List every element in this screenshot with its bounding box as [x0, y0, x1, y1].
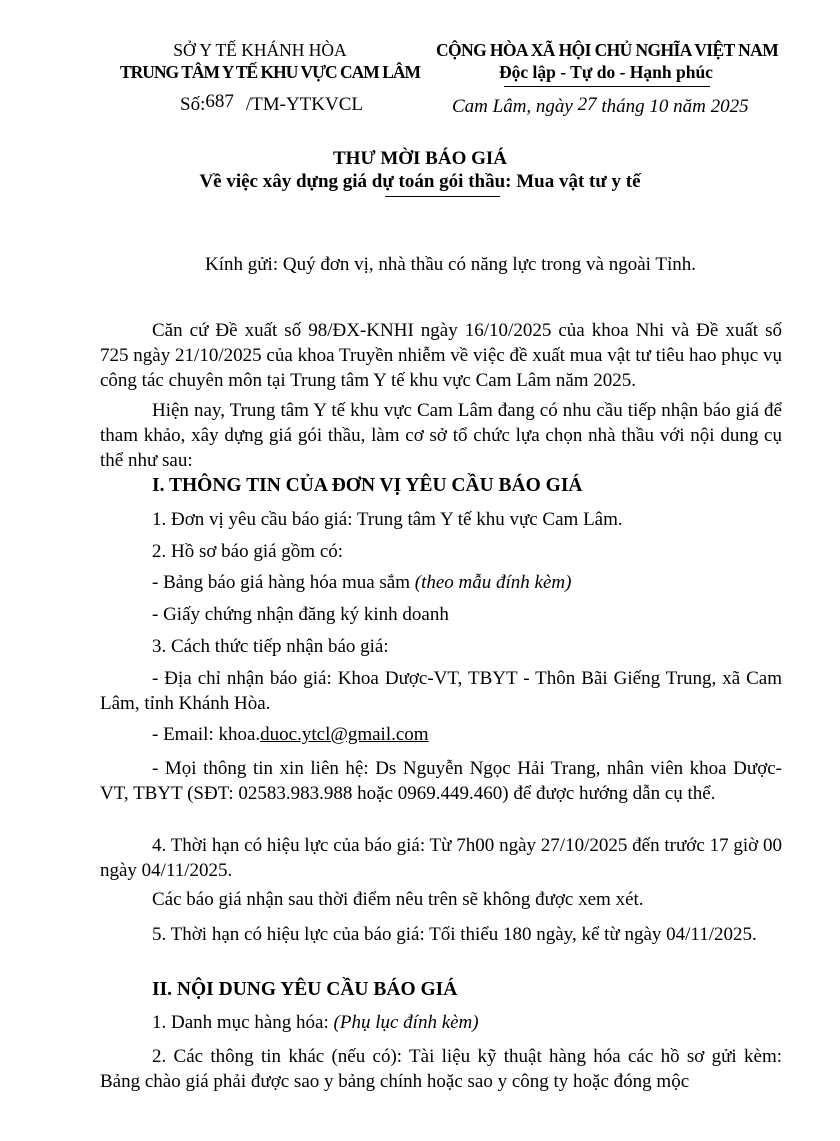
- issue-date: [452, 96, 749, 118]
- s1-item-5: [100, 922, 782, 947]
- s1-item-2b: - Giấy chứng nhận đăng ký kinh doanh: [152, 604, 449, 625]
- issue-date-prefix: Cam Lâm, ngày: [452, 96, 573, 117]
- s1-item-2a-note: (theo mẫu đính kèm): [414, 572, 572, 593]
- s1-item-5-text: 5. Thời hạn có hiệu lực của báo giá: Tối thiểu 180 ngày, kể từ ngày 04/11/2025.: [152, 924, 757, 945]
- motto-underline: [504, 86, 710, 87]
- doc-title: THƯ MỜI BÁO GIÁ: [333, 148, 507, 169]
- s1-item-3-address-text: - Địa chỉ nhận báo giá: Khoa Dược-VT, TBYT - Thôn Bãi Giếng Trung, xã Cam Lâm, tỉnh Khánh Hòa.: [100, 668, 782, 714]
- s1-item-4: [100, 833, 782, 883]
- paragraph-purpose-text: Hiện nay, Trung tâm Y tế khu vực Cam Lâm đang có nhu cầu tiếp nhận báo giá để tham khảo, xây dựng giá gói thầu, làm cơ sở tổ chức lựa chọn nhà thầu với nội dung cụ thể như sau:: [100, 400, 782, 471]
- s1-item-3-contact-text: - Mọi thông tin xin liên hệ: Ds Nguyễn Ngọc Hải Trang, nhân viên khoa Dược-VT, TBYT (SĐT: 02583.983.988 hoặc 0969.449.460) để được hướng dẫn cụ thể.: [100, 758, 782, 804]
- doc-number-prefix: Số:: [180, 94, 206, 115]
- nation-motto: Độc lập - Tự do - Hạnh phúc: [499, 62, 713, 82]
- recipient: Kính gửi: Quý đơn vị, nhà thầu có năng lực trong và ngoài Tỉnh.: [205, 254, 696, 275]
- section-2-heading: II. NỘI DUNG YÊU CẦU BÁO GIÁ: [152, 979, 458, 1000]
- s1-item-2a-text: - Bảng báo giá hàng hóa mua sắm: [152, 572, 415, 593]
- s1-item-2a: [152, 572, 571, 594]
- s1-item-3: 3. Cách thức tiếp nhận báo giá:: [152, 636, 389, 657]
- issue-date-day: 27: [577, 94, 597, 115]
- email-label: - Email: khoa.: [152, 724, 261, 745]
- issue-date-suffix: tháng 10 năm 2025: [601, 96, 749, 117]
- email-link[interactable]: duoc.ytcl@gmail.com: [260, 724, 429, 745]
- nation-name: CỘNG HÒA XÃ HỘI CHỦ NGHĨA VIỆT NAM: [436, 40, 779, 60]
- s1-item-1: 1. Đơn vị yêu cầu báo giá: Trung tâm Y tế khu vực Cam Lâm.: [152, 509, 623, 530]
- doc-subject: Về việc xây dựng giá dự toán gói thầu: Mua vật tư y tế: [199, 171, 641, 192]
- s2-item-2: [100, 1044, 782, 1094]
- s2-item-1-note: (Phụ lục đính kèm): [333, 1012, 479, 1033]
- org-parent: SỞ Y TẾ KHÁNH HÒA: [173, 40, 347, 60]
- s1-item-3-contact: [100, 756, 782, 806]
- s2-item-1-text: 1. Danh mục hàng hóa:: [152, 1012, 334, 1033]
- s1-item-4-note: Các báo giá nhận sau thời điểm nêu trên sẽ không được xem xét.: [152, 889, 644, 910]
- subject-underline: [385, 196, 500, 197]
- doc-number-suffix: /TM-YTKVCL: [245, 94, 364, 115]
- s1-item-3-address: [100, 666, 782, 716]
- org-name: TRUNG TÂM Y TẾ KHU VỰC CAM LÂM: [119, 62, 421, 82]
- s1-item-3-email: [152, 724, 429, 746]
- paragraph-purpose: [100, 398, 782, 473]
- doc-number: [180, 91, 364, 116]
- s2-item-2-text: 2. Các thông tin khác (nếu có): Tài liệu kỹ thuật hàng hóa các hồ sơ gửi kèm: Bảng chào giá phải được sao y bảng chính hoặc sao y công ty hoặc đóng mộc: [100, 1046, 782, 1092]
- s1-item-2: 2. Hồ sơ báo giá gồm có:: [152, 541, 344, 562]
- doc-number-value: 687: [205, 91, 234, 112]
- paragraph-basis: [100, 318, 782, 393]
- section-1-heading: I. THÔNG TIN CỦA ĐƠN VỊ YÊU CẦU BÁO GIÁ: [152, 475, 583, 496]
- s2-item-1: [152, 1012, 479, 1034]
- paragraph-basis-text: Căn cứ Đề xuất số 98/ĐX-KNHI ngày 16/10/2025 của khoa Nhi và Đề xuất số 725 ngày 21/10/2025 của khoa Truyền nhiễm về việc đề xuất mua vật tư tiêu hao phục vụ công tác chuyên môn tại Trung tâm Y tế khu vực Cam Lâm năm 2025.: [100, 320, 782, 391]
- s1-item-4-text: 4. Thời hạn có hiệu lực của báo giá: Từ 7h00 ngày 27/10/2025 đến trước 17 giờ 00 ngày 04/11/2025.: [100, 835, 782, 881]
